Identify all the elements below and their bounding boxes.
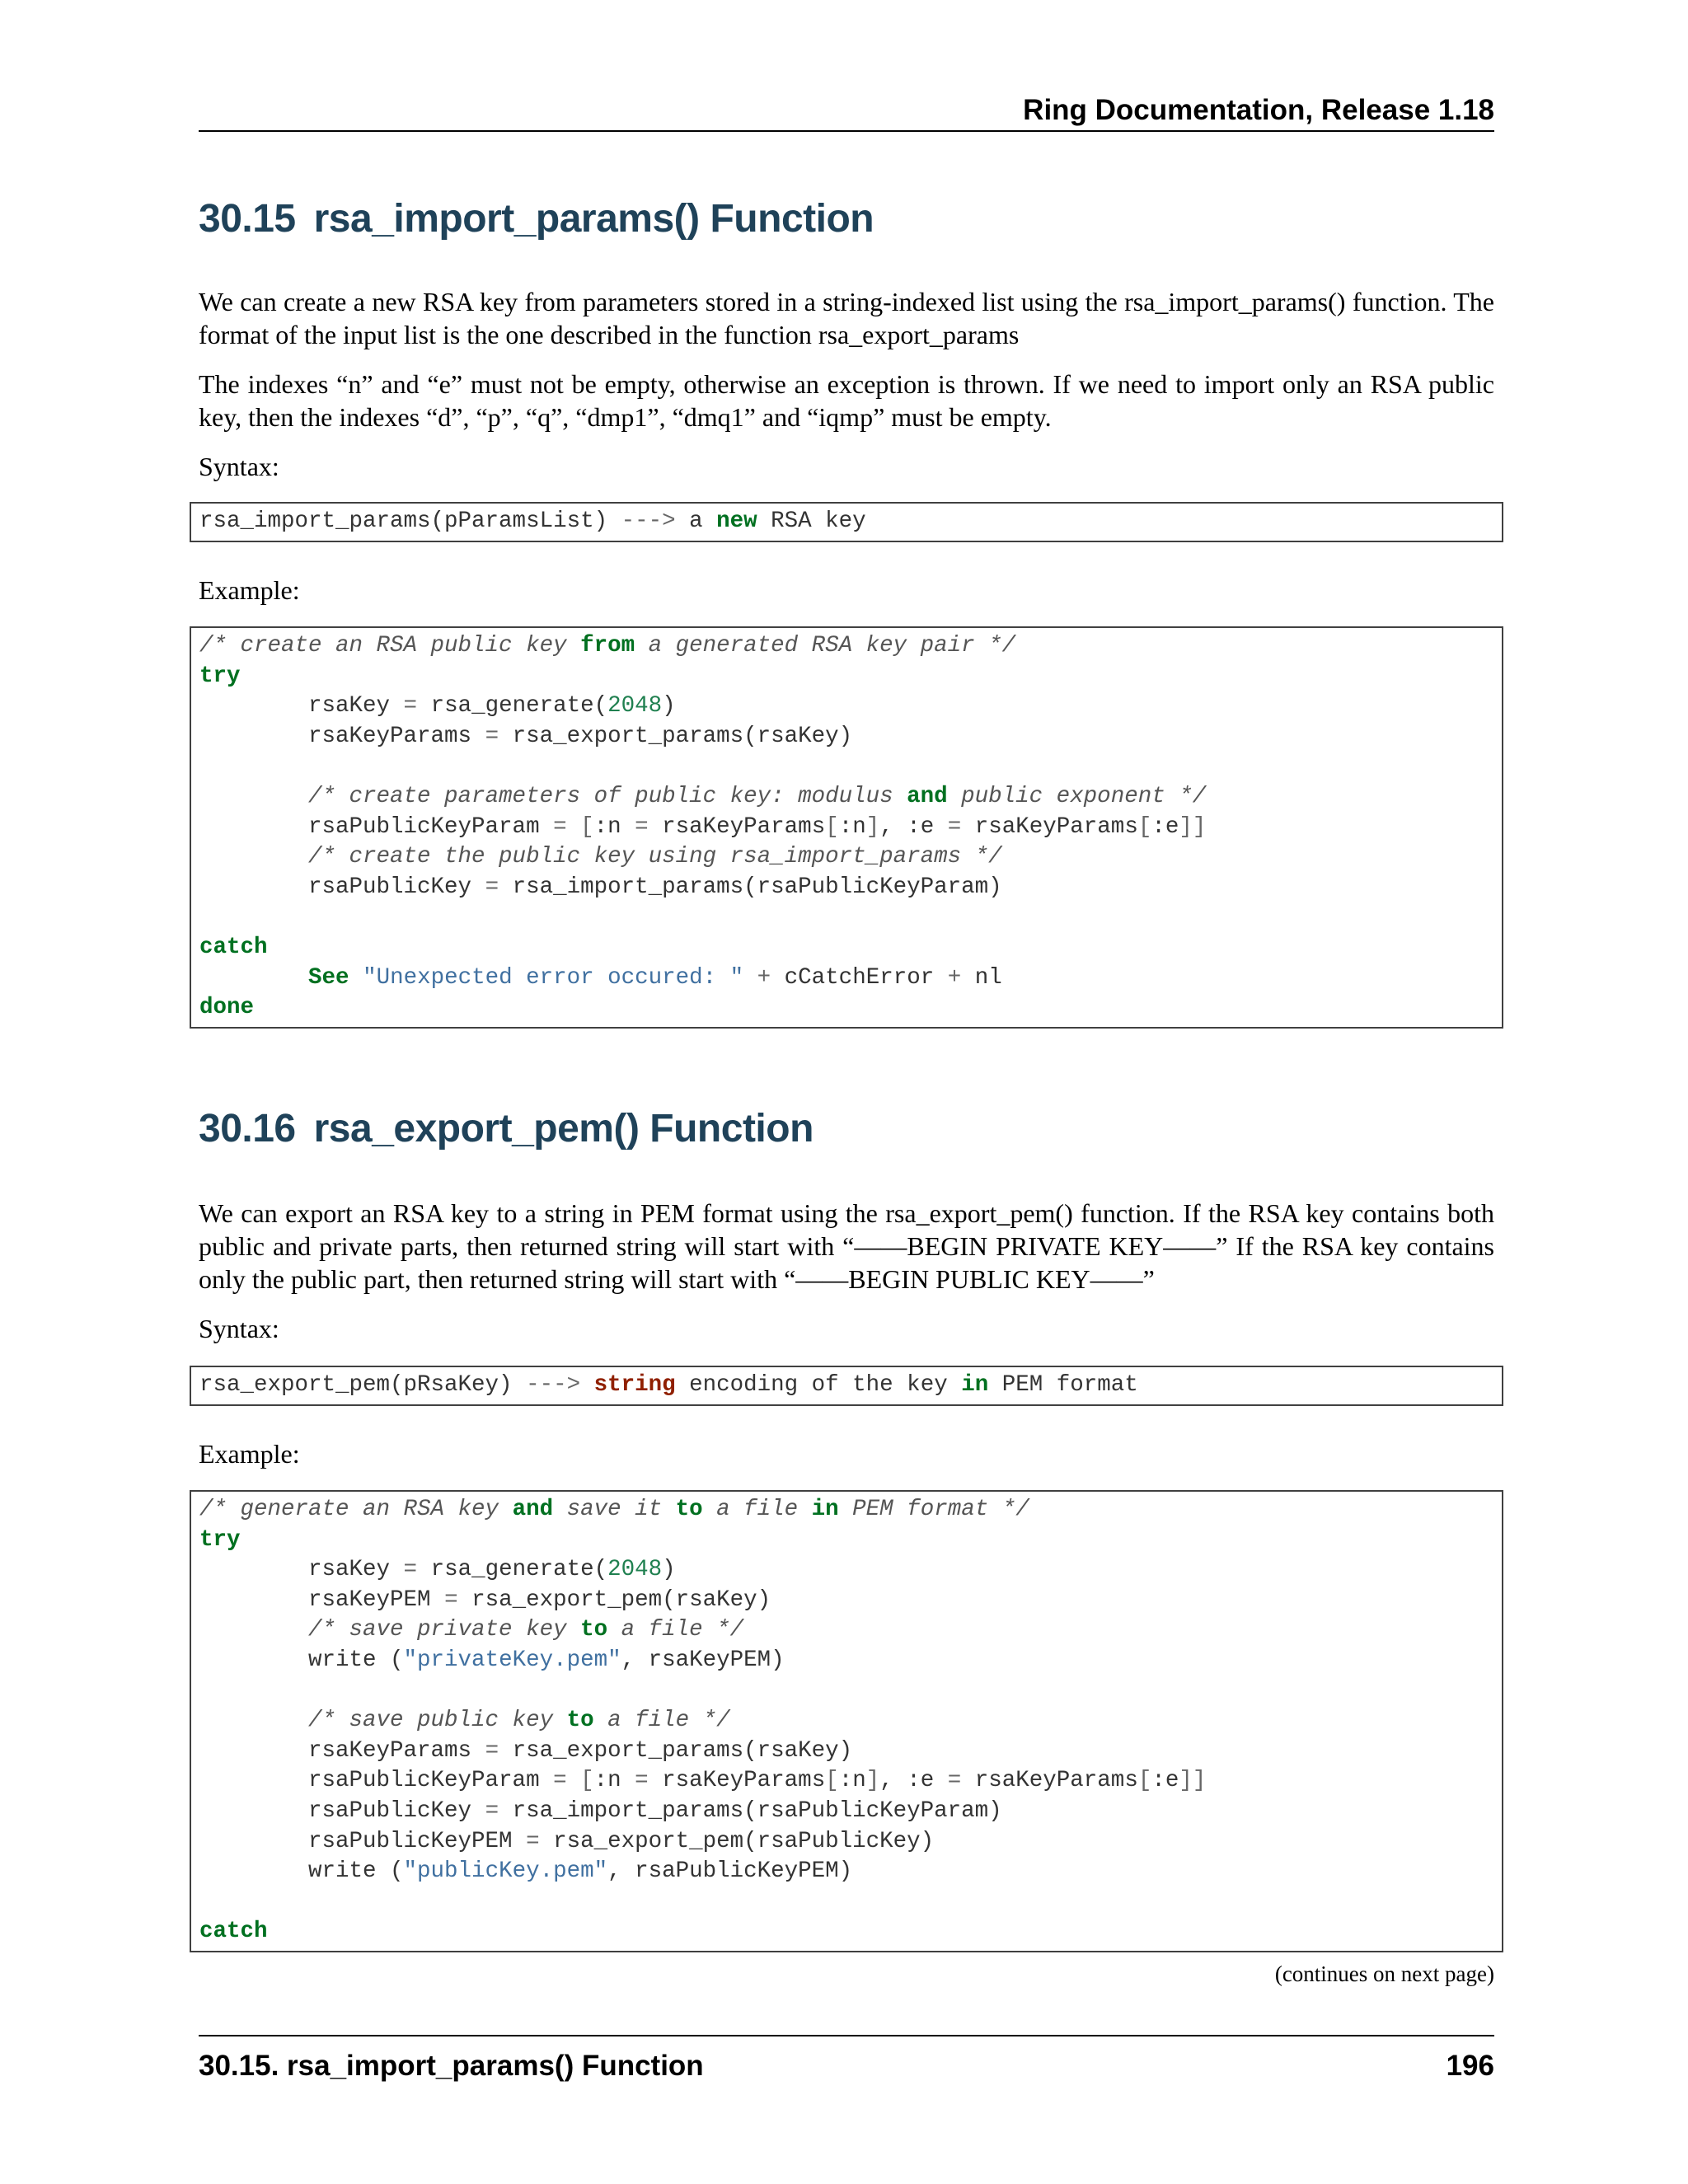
code-line [199, 1887, 1493, 1918]
section-title: rsa_import_params() Function [313, 197, 874, 241]
code-token: rsaKeyParams [648, 813, 826, 840]
section1-syntax-label: Syntax: [199, 452, 279, 481]
code-token: save it [553, 1497, 676, 1522]
code-line [199, 1615, 1493, 1646]
code-token: string [593, 1372, 676, 1398]
code-token: /* generate an RSA key [199, 1497, 513, 1522]
code-line [199, 842, 1493, 873]
code-token: ) [662, 1557, 676, 1583]
code-token: rsa_export_pem(rsaPublicKey) [539, 1828, 935, 1854]
code-token [567, 1768, 581, 1793]
code-line [199, 722, 1493, 752]
code-token: :n [838, 813, 866, 840]
code-token: :e [1151, 813, 1179, 840]
code-line [199, 1555, 1493, 1586]
page-number: 196 [1446, 2050, 1494, 2082]
code-token: :n [593, 813, 635, 840]
code-line [199, 1766, 1493, 1797]
code-line [199, 1797, 1493, 1827]
code-token: from [580, 633, 635, 658]
code-line [199, 813, 1493, 843]
code-token [580, 1372, 594, 1398]
section2-example-label: Example: [199, 1439, 300, 1469]
code-token: rsaKey [199, 1557, 404, 1583]
code-token: try [199, 663, 241, 689]
code-line [199, 1827, 1493, 1858]
code-token: rsa_import_params(rsaPublicKeyParam) [499, 874, 1002, 900]
code-token: cCatchError [771, 964, 948, 991]
code-token: and [907, 783, 948, 809]
code-token: = [947, 813, 962, 840]
code-token: write ( [199, 1858, 404, 1885]
code-token: ]] [1179, 813, 1207, 840]
code-token: rsa_export_params(rsaKey) [499, 723, 853, 749]
code-token: rsaKeyParams [648, 1768, 826, 1794]
code-line [199, 933, 1493, 963]
code-block-syntax2 [190, 1366, 1503, 1406]
code-token: in [811, 1497, 839, 1522]
code-token: "Unexpected error occured: " [363, 964, 744, 991]
code-line [199, 1706, 1493, 1736]
code-token: to [566, 1708, 594, 1734]
paragraph: We can export an RSA key to a string in PEM format using the rsa_export_pem() function. If the RSA key contains both public and private parts, then returned string will start with “——BEGIN PRIVATE KEY——” If the RSA key contains only the public part, then returned string will start with “——BEGIN PUBLIC KEY——” [199, 1198, 1494, 1294]
code-token: , :e [879, 813, 948, 840]
code-line [199, 1917, 1493, 1947]
code-token: + [947, 964, 962, 991]
code-token: rsaKeyParams [199, 1737, 485, 1764]
code-token: ) [662, 693, 676, 719]
code-token: to [675, 1497, 703, 1522]
code-token: "privateKey.pem" [403, 1647, 621, 1673]
code-line [199, 1586, 1493, 1616]
code-token: /* create the public key using rsa_import_params */ [199, 844, 1002, 870]
code-token: , rsaPublicKeyPEM) [607, 1858, 853, 1885]
code-token: rsaPublicKeyPEM [199, 1828, 527, 1854]
code-token [349, 965, 363, 991]
code-token: , :e [879, 1768, 948, 1794]
code-token: rsa_import_params(rsaPublicKeyParam) [499, 1797, 1002, 1824]
code-token: = [553, 1768, 567, 1794]
code-token: rsa_generate( [417, 693, 608, 719]
code-token [743, 965, 757, 991]
code-token: :n [593, 1768, 635, 1794]
code-token: = [403, 693, 418, 719]
code-block-example2 [190, 1490, 1503, 1952]
code-token: [ [1137, 1768, 1152, 1794]
code-line [199, 752, 1493, 782]
code-token: to [580, 1617, 608, 1643]
code-token: a [675, 509, 717, 534]
code-token: PEM format [988, 1372, 1138, 1398]
code-line [199, 1646, 1493, 1676]
section2-syntax-label: Syntax: [199, 1314, 279, 1343]
code-line [199, 691, 1493, 722]
code-token: rsaKeyParams [961, 813, 1138, 840]
code-token: rsa_import_params(pParamsList) [199, 509, 621, 534]
section-heading [199, 194, 1494, 244]
code-token: = [444, 1586, 458, 1613]
code-line [199, 963, 1493, 994]
code-token: [ [1137, 813, 1152, 840]
code-token: a generated RSA key pair */ [635, 633, 1016, 658]
code-token: public exponent */ [947, 783, 1207, 809]
page-header [199, 92, 1494, 132]
code-token: PEM format */ [838, 1497, 1029, 1522]
section-rsa-export-pem [199, 1104, 1494, 1154]
code-token: ]] [1179, 1768, 1207, 1794]
code-token: /* save private key [199, 1617, 581, 1643]
code-token: :n [838, 1768, 866, 1794]
code-token: catch [199, 1919, 268, 1945]
code-token: rsa_generate( [417, 1557, 608, 1583]
code-block-example1 [190, 626, 1503, 1029]
section-number: 30.16 [199, 1107, 296, 1151]
code-token: new [716, 509, 757, 534]
code-token: catch [199, 934, 268, 960]
code-line [199, 507, 1493, 537]
code-token: rsaPublicKeyParam [199, 813, 554, 840]
code-token: = [553, 813, 567, 840]
code-token: try [199, 1526, 241, 1553]
code-token: See [308, 964, 349, 991]
code-line [199, 1526, 1493, 1556]
code-token: = [485, 723, 499, 749]
code-line [199, 1857, 1493, 1887]
code-token: = [526, 1828, 540, 1854]
code-token: [ [825, 1768, 839, 1794]
section-heading [199, 1104, 1494, 1154]
code-token: nl [961, 964, 1002, 991]
code-token: :e [1151, 1768, 1179, 1794]
paragraph: We can create a new RSA key from parameters stored in a string-indexed list using the rsa_import_params() function. The format of the input list is the one described in the function rsa_export_params [199, 287, 1494, 349]
code-token: "publicKey.pem" [403, 1858, 608, 1885]
code-token: = [403, 1557, 418, 1583]
footer-section: 30.15. rsa_import_params() Function [199, 2050, 704, 2082]
code-token: ---> [621, 509, 676, 534]
code-token: rsa_export_params(rsaKey) [499, 1737, 853, 1764]
code-token: [ [825, 813, 839, 840]
code-token: = [485, 874, 499, 900]
code-token: a file */ [593, 1708, 730, 1734]
code-token: = [485, 1737, 499, 1764]
code-token [567, 814, 581, 840]
code-line [199, 1736, 1493, 1767]
code-line [199, 631, 1493, 662]
code-token: rsaKey [199, 693, 404, 719]
code-token: write ( [199, 1647, 404, 1673]
code-token: = [947, 1768, 962, 1794]
section-title: rsa_export_pem() Function [313, 1107, 814, 1151]
code-token: /* create parameters of public key: modulus [199, 783, 907, 809]
code-token: + [757, 964, 771, 991]
code-token: done [199, 995, 255, 1021]
code-token: 2048 [607, 1557, 663, 1583]
code-token: = [485, 1797, 499, 1824]
code-token: rsaPublicKey [199, 874, 485, 900]
code-line [199, 1495, 1493, 1526]
code-token: , rsaKeyPEM) [621, 1647, 785, 1673]
code-token: rsaKeyParams [961, 1768, 1138, 1794]
section1-para1 [199, 285, 1494, 351]
code-token: in [961, 1372, 989, 1398]
code-line [199, 993, 1493, 1024]
code-token: ] [865, 813, 880, 840]
code-token: [ [580, 813, 594, 840]
code-token: ---> [526, 1372, 581, 1398]
page-footer [199, 2035, 1494, 2084]
code-token: = [635, 813, 649, 840]
code-token: = [635, 1768, 649, 1794]
code-token: rsaPublicKeyParam [199, 1768, 554, 1794]
code-token: ] [865, 1768, 880, 1794]
section2-para1 [199, 1197, 1494, 1296]
code-token: [ [580, 1768, 594, 1794]
code-token: rsa_export_pem(pRsaKey) [199, 1372, 527, 1398]
code-token: RSA key [757, 509, 866, 534]
continues-note: (continues on next page) [1274, 1961, 1494, 1986]
section-number: 30.15 [199, 197, 296, 241]
code-token: and [512, 1497, 554, 1522]
code-line [199, 902, 1493, 933]
code-token: rsaPublicKey [199, 1797, 485, 1824]
paragraph: The indexes “n” and “e” must not be empty, otherwise an exception is thrown. If we need to import only an RSA public key, then the indexes “d”, “p”, “q”, “dmp1”, “dmq1” and “iqmp” must be empty. [199, 369, 1494, 432]
code-line [199, 782, 1493, 813]
code-token: a file */ [607, 1617, 744, 1643]
section1-example-label: Example: [199, 575, 300, 605]
code-token: /* save public key [199, 1708, 567, 1734]
code-token: encoding of the key [675, 1372, 962, 1398]
section-rsa-import-params [199, 194, 1494, 244]
code-block-syntax1 [190, 502, 1503, 542]
code-token [199, 965, 308, 991]
section1-para2 [199, 368, 1494, 434]
code-line [199, 1676, 1493, 1707]
document-title: Ring Documentation, Release 1.18 [1023, 94, 1494, 126]
code-token: a file [702, 1497, 812, 1522]
code-token: rsaKeyParams [199, 723, 485, 749]
code-line [199, 662, 1493, 692]
code-token: rsaKeyPEM [199, 1586, 445, 1613]
code-token: /* create an RSA public key [199, 633, 581, 658]
code-line [199, 873, 1493, 903]
code-line [199, 1371, 1493, 1401]
code-token: rsa_export_pem(rsaKey) [457, 1586, 771, 1613]
code-token: 2048 [607, 693, 663, 719]
